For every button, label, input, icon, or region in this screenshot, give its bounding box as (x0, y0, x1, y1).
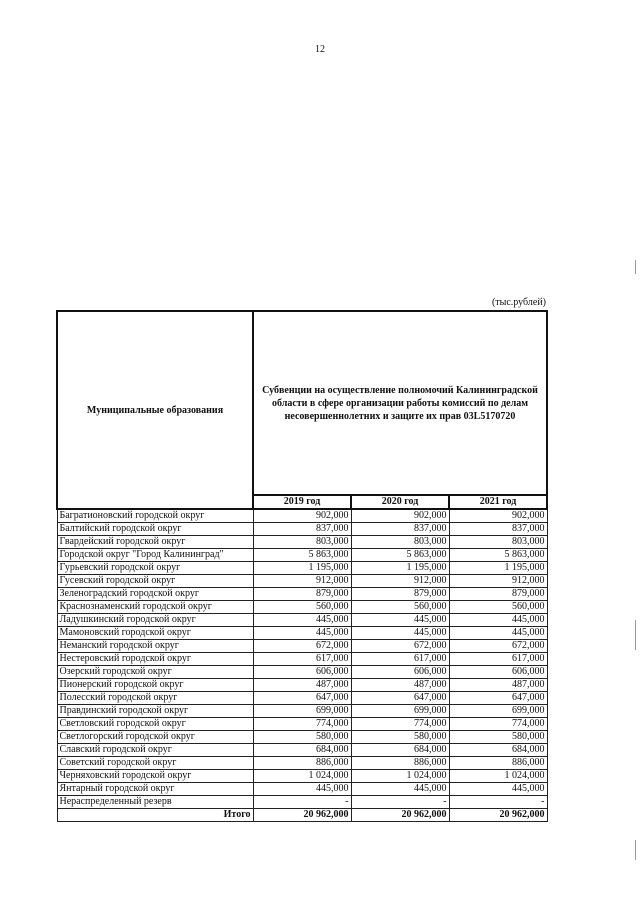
page-number: 12 (315, 44, 325, 55)
value-2020: 560,000 (351, 601, 449, 614)
table-row (57, 679, 547, 692)
value-2021: 902,000 (449, 509, 547, 523)
value-2021: 445,000 (449, 614, 547, 627)
units-label: (тыс.рублей) (491, 297, 546, 308)
value-2020: 487,000 (351, 679, 449, 692)
total-2019: 20 962,000 (253, 809, 351, 822)
value-2020: 886,000 (351, 757, 449, 770)
value-2021: 672,000 (449, 640, 547, 653)
value-2019: 879,000 (253, 588, 351, 601)
municipality-name: Озерский городской округ (57, 666, 253, 679)
value-2020: 672,000 (351, 640, 449, 653)
value-2019: 672,000 (253, 640, 351, 653)
value-2021: 837,000 (449, 523, 547, 536)
value-2020: 606,000 (351, 666, 449, 679)
total-label: Итого (57, 809, 253, 822)
municipality-name: Мамоновский городской округ (57, 627, 253, 640)
municipality-name: Гурьевский городской округ (57, 562, 253, 575)
table-row (57, 783, 547, 796)
value-2021: 606,000 (449, 666, 547, 679)
table-row (57, 549, 547, 562)
year-2021-header: 2021 год (449, 495, 547, 509)
year-2019-header: 2019 год (253, 495, 351, 509)
value-2020: 1 024,000 (351, 770, 449, 783)
scan-edge-mark (635, 620, 636, 650)
value-2021: - (449, 796, 547, 809)
municipality-name: Славский городской округ (57, 744, 253, 757)
value-2020: - (351, 796, 449, 809)
table-row (57, 666, 547, 679)
table-row (57, 562, 547, 575)
value-2019: 445,000 (253, 627, 351, 640)
value-2021: 487,000 (449, 679, 547, 692)
table-row (57, 640, 547, 653)
value-2019: 774,000 (253, 718, 351, 731)
total-2020: 20 962,000 (351, 809, 449, 822)
value-2019: 606,000 (253, 666, 351, 679)
table-row (57, 509, 547, 523)
value-2021: 445,000 (449, 783, 547, 796)
value-2019: 1 195,000 (253, 562, 351, 575)
total-2021: 20 962,000 (449, 809, 547, 822)
value-2021: 774,000 (449, 718, 547, 731)
value-2019: 560,000 (253, 601, 351, 614)
value-2020: 774,000 (351, 718, 449, 731)
municipality-name: Советский городской округ (57, 757, 253, 770)
value-2021: 912,000 (449, 575, 547, 588)
municipality-name: Правдинский городской округ (57, 705, 253, 718)
value-2021: 445,000 (449, 627, 547, 640)
value-2019: 803,000 (253, 536, 351, 549)
value-2021: 803,000 (449, 536, 547, 549)
municipality-name: Нестеровский городской округ (57, 653, 253, 666)
table-row (57, 731, 547, 744)
subvention-table (56, 310, 548, 822)
value-2020: 879,000 (351, 588, 449, 601)
municipality-name: Краснознаменский городской округ (57, 601, 253, 614)
table-row (57, 523, 547, 536)
value-2021: 886,000 (449, 757, 547, 770)
municipality-name: Багратионовский городской округ (57, 509, 253, 523)
value-2019: 5 863,000 (253, 549, 351, 562)
value-2019: 445,000 (253, 614, 351, 627)
value-2021: 647,000 (449, 692, 547, 705)
value-2020: 617,000 (351, 653, 449, 666)
table-row (57, 588, 547, 601)
value-2019: 699,000 (253, 705, 351, 718)
value-2019: 684,000 (253, 744, 351, 757)
value-2020: 912,000 (351, 575, 449, 588)
municipality-name: Светлогорский городской округ (57, 731, 253, 744)
value-2019: 617,000 (253, 653, 351, 666)
value-2019: 647,000 (253, 692, 351, 705)
header-subvention: Субвенции на осуществление полномочий Калининградской области в сфере организации работы комиссий по делам несовершеннолетних и защите их прав 03L5170720 (253, 311, 547, 495)
municipality-name: Пионерский городской округ (57, 679, 253, 692)
header-municipalities: Муниципальные образования (57, 311, 253, 509)
value-2020: 647,000 (351, 692, 449, 705)
table-row (57, 796, 547, 809)
value-2019: 445,000 (253, 783, 351, 796)
value-2021: 879,000 (449, 588, 547, 601)
value-2020: 902,000 (351, 509, 449, 523)
value-2020: 684,000 (351, 744, 449, 757)
table-row (57, 653, 547, 666)
municipality-name: Светловский городской округ (57, 718, 253, 731)
municipality-name: Ладушкинский городской округ (57, 614, 253, 627)
value-2021: 699,000 (449, 705, 547, 718)
value-2019: 1 024,000 (253, 770, 351, 783)
value-2021: 617,000 (449, 653, 547, 666)
value-2019: - (253, 796, 351, 809)
table-row (57, 770, 547, 783)
value-2019: 902,000 (253, 509, 351, 523)
table-row (57, 705, 547, 718)
table-row (57, 601, 547, 614)
table-row (57, 536, 547, 549)
table-row (57, 718, 547, 731)
value-2020: 5 863,000 (351, 549, 449, 562)
table-body (57, 509, 547, 809)
value-2020: 445,000 (351, 627, 449, 640)
value-2019: 912,000 (253, 575, 351, 588)
municipality-name: Неманский городской округ (57, 640, 253, 653)
header-row (57, 311, 547, 495)
value-2021: 684,000 (449, 744, 547, 757)
municipality-name: Нераспределенный резерв (57, 796, 253, 809)
municipality-name: Гусевский городской округ (57, 575, 253, 588)
municipality-name: Балтийский городской округ (57, 523, 253, 536)
value-2021: 5 863,000 (449, 549, 547, 562)
value-2021: 580,000 (449, 731, 547, 744)
table-row (57, 757, 547, 770)
municipality-name: Полесский городской округ (57, 692, 253, 705)
value-2021: 1 024,000 (449, 770, 547, 783)
value-2019: 837,000 (253, 523, 351, 536)
value-2021: 1 195,000 (449, 562, 547, 575)
table-row (57, 692, 547, 705)
municipality-name: Черняховский городской округ (57, 770, 253, 783)
value-2020: 699,000 (351, 705, 449, 718)
table-row (57, 614, 547, 627)
total-row (57, 809, 547, 822)
value-2020: 445,000 (351, 614, 449, 627)
value-2020: 837,000 (351, 523, 449, 536)
value-2020: 803,000 (351, 536, 449, 549)
value-2019: 886,000 (253, 757, 351, 770)
municipality-name: Зеленоградский городской округ (57, 588, 253, 601)
year-2020-header: 2020 год (351, 495, 449, 509)
value-2019: 580,000 (253, 731, 351, 744)
table-row (57, 744, 547, 757)
municipality-name: Гвардейский городской округ (57, 536, 253, 549)
municipality-name: Городской округ "Город Калининград" (57, 549, 253, 562)
scan-edge-mark (635, 840, 636, 860)
table-row (57, 627, 547, 640)
scan-edge-mark (635, 260, 636, 274)
value-2020: 445,000 (351, 783, 449, 796)
value-2020: 580,000 (351, 731, 449, 744)
table-row (57, 575, 547, 588)
value-2020: 1 195,000 (351, 562, 449, 575)
value-2021: 560,000 (449, 601, 547, 614)
municipality-name: Янтарный городской округ (57, 783, 253, 796)
value-2019: 487,000 (253, 679, 351, 692)
